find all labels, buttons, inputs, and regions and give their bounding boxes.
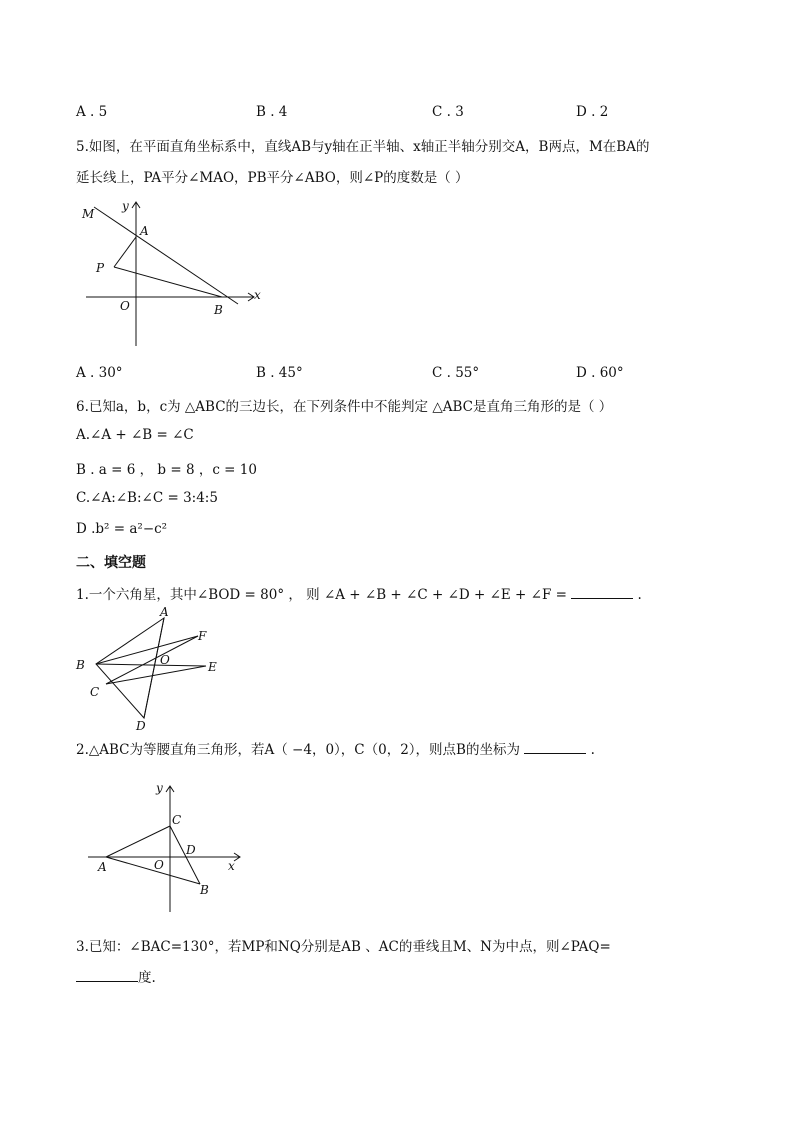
- q4-option-d: D . 2: [576, 104, 609, 120]
- q5-label-b: B: [214, 303, 223, 317]
- fill1-label-d: D: [136, 719, 146, 732]
- fill2-end: .: [590, 742, 595, 758]
- q6-option-a: A.∠A + ∠B = ∠C: [76, 427, 194, 443]
- fill3-line2: [76, 966, 156, 986]
- q6-stem: 6.已知a，b，c为 △ABC的三边长，在下列条件中不能判定 △ABC是直角三角形的是（ ）: [76, 399, 613, 415]
- q5-label-m: M: [82, 207, 95, 221]
- q5-figure: [74, 194, 270, 350]
- q5-label-a: A: [140, 224, 149, 238]
- fill2-label-x: x: [228, 859, 235, 873]
- fill1-stem: 1.一个六角星，其中∠BOD = 80° ， 则 ∠A + ∠B + ∠C + ∠D + ∠E + ∠F =: [76, 587, 572, 603]
- fill1-question: [76, 583, 642, 603]
- fill2-figure: [84, 776, 244, 916]
- fill1-figure: [72, 604, 232, 732]
- fill1-label-o: O: [160, 653, 170, 667]
- q5-label-y: y: [122, 199, 129, 213]
- fill2-label-y: y: [156, 781, 163, 795]
- fill2-answer-blank[interactable]: [524, 741, 586, 754]
- fill3-end: 度.: [138, 970, 156, 986]
- q5-stem-line2: 延长线上，PA平分∠MAO，PB平分∠ABO，则∠P的度数是（ ）: [76, 170, 469, 186]
- q5-option-d: D . 60°: [576, 365, 624, 381]
- fill1-label-b: B: [76, 658, 85, 672]
- fill2-label-o: O: [154, 858, 164, 872]
- fill1-label-c: C: [90, 685, 100, 699]
- q5-label-x: x: [254, 288, 261, 302]
- q5-option-b: B . 45°: [256, 365, 303, 381]
- fill2-label-d: D: [186, 843, 196, 857]
- section-title-fill-in: 二、填空题: [76, 555, 146, 571]
- fill1-label-e: E: [208, 660, 217, 674]
- fill2-label-a: A: [98, 860, 107, 874]
- fill2-label-c: C: [172, 813, 182, 827]
- q4-option-b: B . 4: [256, 104, 288, 120]
- q6-option-c: C.∠A:∠B:∠C = 3:4:5: [76, 490, 218, 506]
- q6-option-d: D .b² = a²−c²: [76, 521, 168, 537]
- fill2-stem: 2.△ABC为等腰直角三角形，若A（ −4，0），C（0，2），则点B的坐标为: [76, 742, 525, 758]
- q5-label-o: O: [120, 299, 130, 313]
- q5-label-p: P: [96, 261, 105, 275]
- fill1-end: .: [637, 587, 642, 603]
- q5-option-c: C . 55°: [432, 365, 480, 381]
- fill1-answer-blank[interactable]: [571, 586, 633, 599]
- q6-option-b: B . a = 6 ， b = 8 ，c = 10: [76, 462, 257, 478]
- fill1-label-f: F: [198, 629, 207, 643]
- fill1-label-a: A: [160, 605, 169, 619]
- q4-option-c: C . 3: [432, 104, 464, 120]
- fill3-stem: 3.已知：∠BAC=130°，若MP和NQ分别是AB 、AC的垂线且M、N为中点，则∠PAQ=: [76, 939, 611, 955]
- fill2-label-b: B: [200, 883, 209, 897]
- q5-stem-line1: 5.如图，在平面直角坐标系中，直线AB与y轴在正半轴、x轴正半轴分别交A，B两点，M在BA的: [76, 139, 650, 155]
- fill3-answer-blank[interactable]: [76, 969, 138, 982]
- fill2-question: [76, 738, 595, 758]
- q5-option-a: A . 30°: [76, 365, 123, 381]
- q4-option-a: A . 5: [76, 104, 108, 120]
